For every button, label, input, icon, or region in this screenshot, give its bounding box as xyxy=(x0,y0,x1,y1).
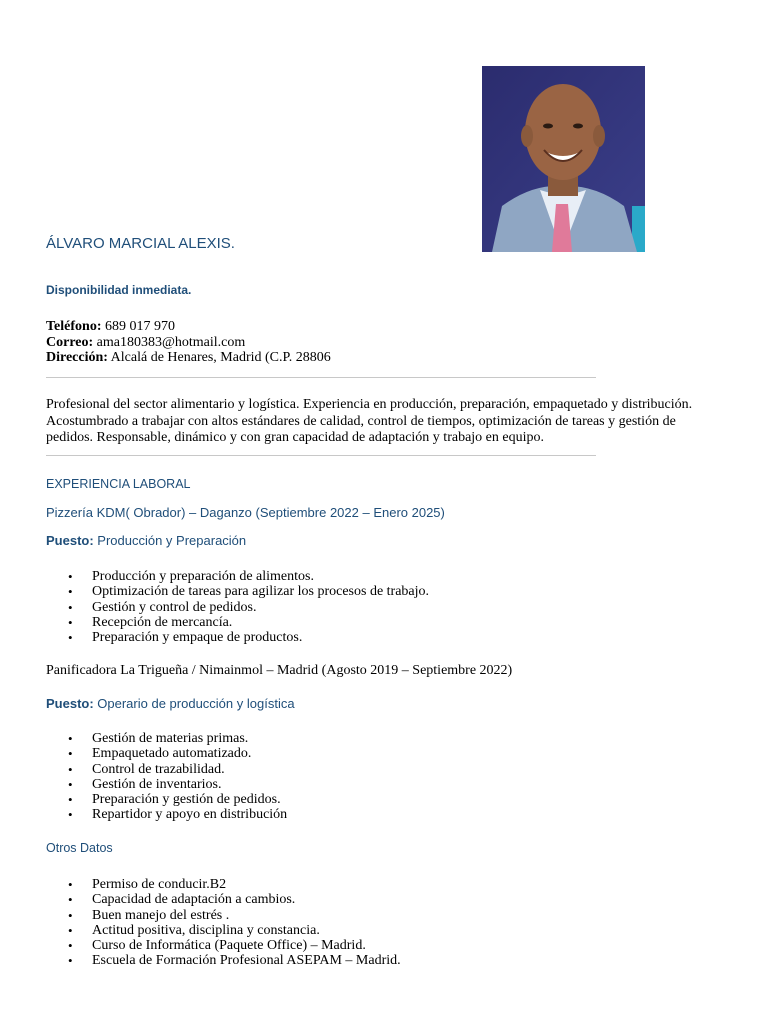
list-item: • Buen manejo del estrés . xyxy=(68,908,401,923)
list-item: • Gestión y control de pedidos. xyxy=(68,600,429,615)
job-position xyxy=(46,533,246,548)
email-label: Correo: xyxy=(46,334,94,350)
list-item: • Recepción de mercancía. xyxy=(68,615,429,630)
job-company: Pizzería KDM( Obrador) – Daganzo (Septiembre 2022 – Enero 2025) xyxy=(46,505,445,520)
profile-photo xyxy=(482,66,645,252)
phone-line xyxy=(46,319,331,335)
person-photo-illustration xyxy=(482,66,645,252)
list-item: • Repartidor y apoyo en distribución xyxy=(68,807,287,822)
position-value: Producción y Preparación xyxy=(93,533,247,548)
list-item: • Actitud positiva, disciplina y constancia. xyxy=(68,923,401,938)
list-item: • Escuela de Formación Profesional ASEPAM – Madrid. xyxy=(68,953,401,968)
list-item: • Producción y preparación de alimentos. xyxy=(68,569,429,584)
list-item: • Empaquetado automatizado. xyxy=(68,746,287,761)
list-item: • Optimización de tareas para agilizar los procesos de trabajo. xyxy=(68,584,429,599)
contact-block xyxy=(46,319,331,366)
list-item: • Preparación y empaque de productos. xyxy=(68,630,429,645)
profile-summary: Profesional del sector alimentario y logística. Experiencia en producción, preparación, empaquetado y distribución. Acostumbrado a trabajar con altos estándares de calidad, control de tiempos, optimización de tareas y gestión de pedidos. Responsable, dinámico y con gran capacidad de adaptación y trabajo en equipo. xyxy=(46,397,693,445)
list-item: • Curso de Informática (Paquete Office) – Madrid. xyxy=(68,938,401,953)
position-value: Operario de producción y logística xyxy=(93,696,295,711)
address-value: Alcalá de Henares, Madrid (C.P. 28806 xyxy=(107,350,331,365)
address-line xyxy=(46,350,331,366)
position-label: Puesto: xyxy=(46,696,94,711)
list-item: • Gestión de inventarios. xyxy=(68,777,287,792)
list-item: • Preparación y gestión de pedidos. xyxy=(68,792,287,807)
job-task-list xyxy=(68,569,429,645)
job-task-list xyxy=(68,731,287,823)
phone-value: 689 017 970 xyxy=(101,319,175,334)
other-heading: Otros Datos xyxy=(46,841,113,855)
other-list xyxy=(68,877,401,969)
email-line xyxy=(46,335,331,351)
divider xyxy=(46,377,596,378)
list-item: • Gestión de materias primas. xyxy=(68,731,287,746)
experience-heading: EXPERIENCIA LABORAL xyxy=(46,477,191,491)
address-label: Dirección: xyxy=(46,350,108,365)
phone-label: Teléfono: xyxy=(46,319,102,334)
job-position xyxy=(46,696,295,711)
list-item: • Permiso de conducir.B2 xyxy=(68,877,401,892)
email-value: ama180383@hotmail.com xyxy=(93,334,246,350)
list-item: • Control de trazabilidad. xyxy=(68,762,287,777)
availability-text: Disponibilidad inmediata. xyxy=(46,283,192,297)
candidate-name: ÁLVARO MARCIAL ALEXIS. xyxy=(46,235,235,252)
list-item: • Capacidad de adaptación a cambios. xyxy=(68,892,401,907)
position-label: Puesto: xyxy=(46,533,94,548)
divider xyxy=(46,455,596,456)
job-company: Panificadora La Trigueña / Nimainmol – Madrid (Agosto 2019 – Septiembre 2022) xyxy=(46,663,513,678)
